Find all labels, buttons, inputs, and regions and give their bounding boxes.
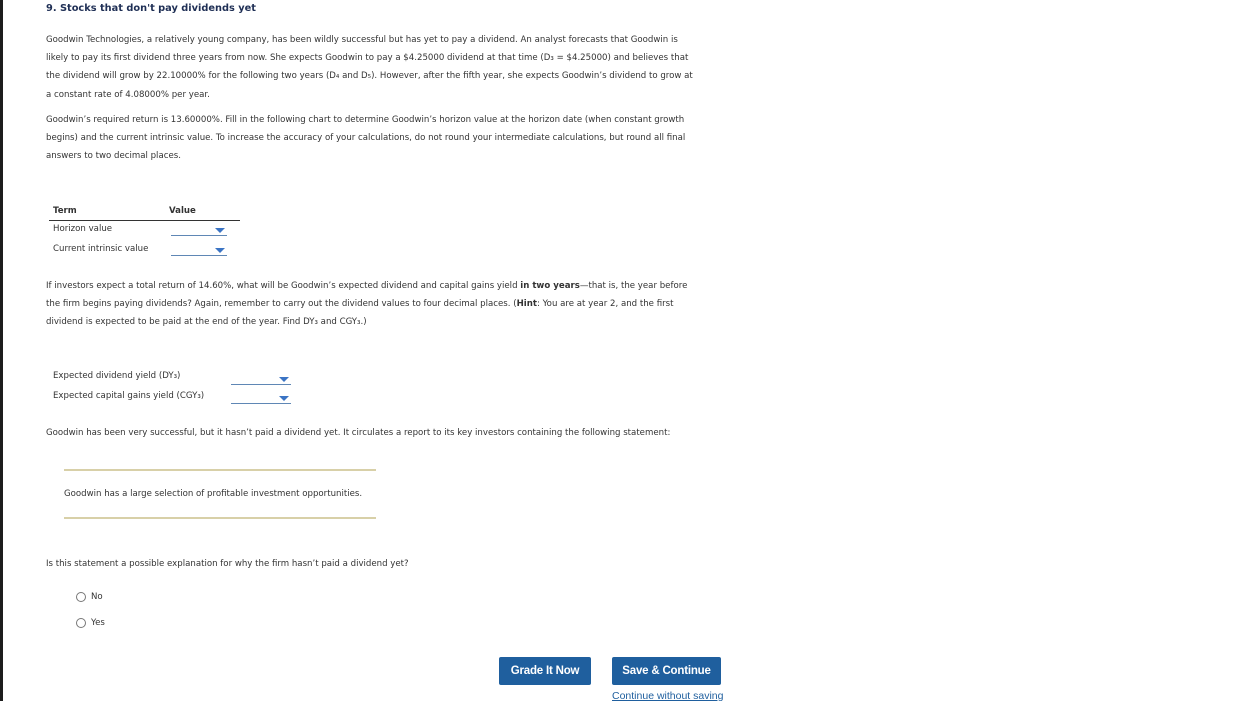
horizon-value-label: Horizon value xyxy=(53,224,113,234)
intro-line: begins) and the current intrinsic value. To increase the accuracy of your calculations, do not round your intermediate calculations, but round all final xyxy=(46,133,686,144)
continue-without-saving-link[interactable]: Continue without saving xyxy=(612,690,724,702)
hint-label: Hint xyxy=(516,299,537,310)
intro-line: the dividend will grow by 22.10000% for the following two years (D₄ and D₅). However, after the fifth year, she expects Goodwin’s dividend to grow at xyxy=(46,71,693,82)
radio-no[interactable] xyxy=(76,592,86,602)
capital-gains-yield-dropdown[interactable] xyxy=(231,391,291,404)
intro-line: Goodwin Technologies, a relatively young company, has been wildly successful but has yet to pay a dividend. An analyst forecasts that Goodwin is xyxy=(46,35,678,45)
q2-text: If investors expect a total return of 14.60%, what will be Goodwin’s expected dividend and capital gains yield xyxy=(46,281,521,291)
problem-title: 9. Stocks that don't pay dividends yet xyxy=(46,3,256,14)
intro-line: answers to two decimal places. xyxy=(46,151,181,162)
table-header xyxy=(49,205,240,221)
statement-top-rule xyxy=(64,469,376,471)
dividend-yield-dropdown[interactable] xyxy=(231,372,291,385)
q2-line: dividend is expected to be paid at the end of the year. Find DY₃ and CGY₃.) xyxy=(46,317,367,328)
radio-yes[interactable] xyxy=(76,618,86,628)
chevron-down-icon xyxy=(215,228,225,233)
left-edge-bar xyxy=(0,0,3,701)
intrinsic-value-label: Current intrinsic value xyxy=(53,244,149,254)
table-row xyxy=(49,241,240,261)
dividend-yield-label: Expected dividend yield (DY₃) xyxy=(53,371,181,381)
question-2-text xyxy=(46,277,746,332)
chevron-down-icon xyxy=(279,377,289,382)
term-column-header: Term xyxy=(53,206,77,216)
q2-text: : You are at year 2, and the first xyxy=(536,299,674,310)
option-no-label[interactable]: No xyxy=(91,592,103,602)
question-3-intro: Goodwin has been very successful, but it hasn’t paid a dividend yet. It circulates a report to its key investors containing the following statement: xyxy=(46,428,671,438)
statement-bottom-rule xyxy=(64,517,376,519)
capital-gains-yield-label: Expected capital gains yield (CGY₃) xyxy=(53,391,205,401)
horizon-value-dropdown[interactable] xyxy=(171,223,227,236)
q2-text: —that is, the year before xyxy=(579,281,688,291)
intrinsic-value-dropdown[interactable] xyxy=(171,243,227,256)
intro-line: Goodwin’s required return is 13.60000%. Fill in the following chart to determine Goodwin’s horizon value at the horizon date (when constant growth xyxy=(46,115,685,125)
intro-line: a constant rate of 4.08000% per year. xyxy=(46,89,210,100)
q2-text: the firm begins paying dividends? Again, remember to carry out the dividend values to four decimal places. ( xyxy=(46,299,517,310)
investor-statement: Goodwin has a large selection of profitable investment opportunities. xyxy=(64,489,363,499)
table-row xyxy=(49,221,240,241)
grade-it-now-button[interactable]: Grade It Now xyxy=(499,657,591,685)
intro-paragraph-1 xyxy=(46,31,746,104)
intro-paragraph-2 xyxy=(46,111,746,166)
intro-line: likely to pay its first dividend three years from now. She expects Goodwin to pay a $4.25000 dividend at that time (D₃ = $4.25000) and believes that xyxy=(46,53,689,64)
option-yes-label[interactable]: Yes xyxy=(91,618,105,628)
value-column-header: Value xyxy=(169,206,196,216)
question-3-prompt: Is this statement a possible explanation for why the firm hasn’t paid a dividend yet? xyxy=(46,559,409,569)
chevron-down-icon xyxy=(215,248,225,253)
chevron-down-icon xyxy=(279,396,289,401)
valuation-table xyxy=(49,205,240,261)
q2-line xyxy=(46,277,746,295)
q2-line xyxy=(46,295,746,313)
save-and-continue-button[interactable]: Save & Continue xyxy=(612,657,721,685)
q2-emphasis: in two years xyxy=(520,281,580,291)
